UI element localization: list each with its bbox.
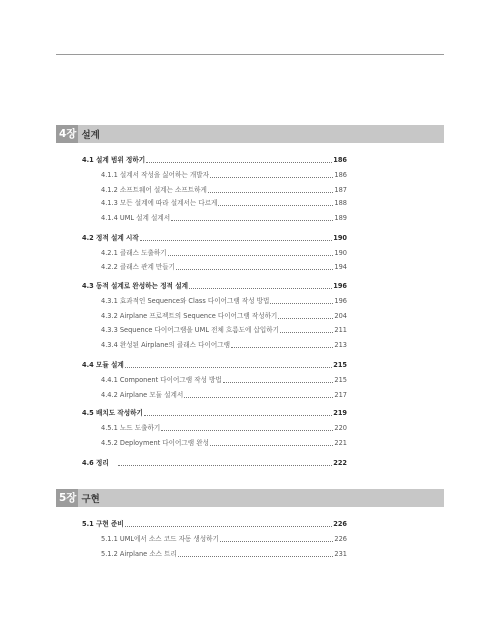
toc-entry-page: 217 bbox=[334, 391, 347, 399]
toc-entry-subsection[interactable] bbox=[101, 422, 347, 434]
toc-entry-subsection[interactable] bbox=[101, 295, 347, 307]
toc-entry-subsection[interactable] bbox=[101, 374, 347, 386]
toc-entry-section[interactable] bbox=[82, 232, 347, 244]
toc-entry-title: 4.4.1 Component 다이어그램 작성 방법 bbox=[101, 376, 222, 384]
toc-entry-section[interactable] bbox=[82, 359, 347, 371]
dot-leader bbox=[231, 347, 333, 348]
toc-entry-title: 4.1.2 소프트웨어 설계는 소프트하게 bbox=[101, 186, 207, 194]
toc-entry-page: 213 bbox=[334, 341, 347, 349]
toc-entry-page: 220 bbox=[334, 424, 347, 432]
toc-entry-subsection[interactable] bbox=[101, 247, 347, 259]
toc-entry-subsection[interactable] bbox=[101, 389, 347, 401]
toc-entry-section[interactable] bbox=[82, 518, 347, 530]
toc-entry-page: 226 bbox=[333, 520, 347, 528]
toc-entry-subsection[interactable] bbox=[101, 184, 347, 196]
toc-entry-title: 4.3.3 Sequence 다이어그램을 UML 전체 흐름도에 삽입하기 bbox=[101, 326, 279, 334]
dot-leader bbox=[168, 255, 334, 256]
toc-entry-page: 231 bbox=[334, 550, 347, 558]
chapter-number: 4장 bbox=[56, 125, 78, 143]
toc-entry-page: 222 bbox=[333, 459, 347, 467]
toc-entry-subsection[interactable] bbox=[101, 339, 347, 351]
toc-entry-title: 5.1.1 UML에서 소스 코드 자동 생성하기 bbox=[101, 535, 219, 543]
toc-entry-title: 4.4 모듈 설계 bbox=[82, 361, 124, 369]
toc-entry-page: 215 bbox=[334, 376, 347, 384]
toc-entry-title: 4.3.2 Airplane 프로젝트의 Sequence 다이어그램 작성하기 bbox=[101, 312, 278, 320]
toc-entry-page: 196 bbox=[333, 282, 347, 290]
dot-leader bbox=[118, 465, 333, 466]
toc-entry-title: 4.5.2 Deployment 다이어그램 완성 bbox=[101, 439, 209, 447]
dot-leader bbox=[146, 162, 332, 163]
dot-leader bbox=[210, 177, 333, 178]
toc-entry-page: 194 bbox=[334, 263, 347, 271]
dot-leader bbox=[171, 220, 333, 221]
toc-entry-title: 4.3.1 효과적인 Sequence와 Class 다이어그램 작성 방법 bbox=[101, 297, 270, 305]
toc-entry-page: 204 bbox=[334, 312, 347, 320]
toc-entry-title: 4.5 배치도 작성하기 bbox=[82, 409, 143, 417]
toc-entry-page: 188 bbox=[334, 199, 347, 207]
dot-leader bbox=[176, 269, 333, 270]
toc-entry-page: 196 bbox=[334, 297, 347, 305]
dot-leader bbox=[218, 205, 333, 206]
dot-leader bbox=[278, 318, 333, 319]
toc-entry-title: 4.1.1 설계서 작성을 싫어하는 개발자 bbox=[101, 171, 209, 179]
toc-entry-title: 4.2.2 클래스 관계 만들기 bbox=[101, 263, 176, 271]
chapter-header-4 bbox=[56, 125, 444, 143]
chapter-title: 설계 bbox=[81, 130, 100, 141]
toc-entry-page: 221 bbox=[334, 439, 347, 447]
toc-entry-page: 190 bbox=[333, 234, 347, 242]
toc-entry-section[interactable] bbox=[82, 407, 347, 419]
toc-entry-subsection[interactable] bbox=[101, 212, 347, 224]
toc-entry-title: 4.6 정리 bbox=[82, 459, 109, 467]
dot-leader bbox=[144, 415, 332, 416]
toc-entry-page: 186 bbox=[333, 156, 347, 164]
dot-leader bbox=[223, 382, 334, 383]
toc-entry-title: 5.1 구현 준비 bbox=[82, 520, 124, 528]
toc-entry-page: 215 bbox=[333, 361, 347, 369]
dot-leader bbox=[125, 367, 332, 368]
toc-entry-page: 189 bbox=[334, 214, 347, 222]
toc-entry-section[interactable] bbox=[82, 457, 347, 469]
chapter-number: 5장 bbox=[56, 489, 78, 507]
dot-leader bbox=[184, 397, 333, 398]
dot-leader bbox=[178, 556, 334, 557]
dot-leader bbox=[280, 332, 333, 333]
toc-entry-page: 190 bbox=[334, 249, 347, 257]
toc-entry-title: 4.4.2 Airplane 모듈 설계서 bbox=[101, 391, 184, 399]
chapter-header-5 bbox=[56, 489, 444, 507]
chapter-title: 구현 bbox=[81, 494, 100, 505]
toc-entry-page: 211 bbox=[334, 326, 347, 334]
toc-entry-title: 4.2.1 클래스 도출하기 bbox=[101, 249, 167, 257]
dot-leader bbox=[140, 240, 332, 241]
toc-entry-title: 4.1.4 UML 설계 설계서 bbox=[101, 214, 171, 222]
toc-entry-page: 187 bbox=[334, 186, 347, 194]
dot-leader bbox=[208, 192, 334, 193]
dot-leader bbox=[125, 526, 332, 527]
toc-entry-subsection[interactable] bbox=[101, 197, 347, 209]
toc-entry-title: 4.3 동적 설계로 완성하는 정적 설계 bbox=[82, 282, 188, 290]
toc-entry-title: 4.1 설계 범위 정하기 bbox=[82, 156, 146, 164]
toc-entry-subsection[interactable] bbox=[101, 548, 347, 560]
toc-entry-page: 219 bbox=[333, 409, 347, 417]
toc-entry-subsection[interactable] bbox=[101, 324, 347, 336]
toc-entry-page: 226 bbox=[334, 535, 347, 543]
top-rule bbox=[56, 54, 444, 55]
dot-leader bbox=[210, 445, 333, 446]
toc-entry-title: 4.3.4 완성된 Airplane의 클래스 다이어그램 bbox=[101, 341, 230, 349]
toc-entry-subsection[interactable] bbox=[101, 437, 347, 449]
toc-entry-subsection[interactable] bbox=[101, 533, 347, 545]
toc-entry-page: 186 bbox=[334, 171, 347, 179]
toc-entry-title: 4.1.3 모든 설계에 따라 설계서는 다르게 bbox=[101, 199, 218, 207]
toc-entry-title: 4.5.1 노드 도출하기 bbox=[101, 424, 161, 432]
toc-entry-subsection[interactable] bbox=[101, 169, 347, 181]
dot-leader bbox=[161, 430, 333, 431]
toc-entry-subsection[interactable] bbox=[101, 261, 347, 273]
toc-entry-section[interactable] bbox=[82, 280, 347, 292]
toc-entry-title: 4.2 정적 설계 시작 bbox=[82, 234, 139, 242]
toc-entry-subsection[interactable] bbox=[101, 310, 347, 322]
dot-leader bbox=[189, 288, 332, 289]
toc-entry-section[interactable] bbox=[82, 154, 347, 166]
dot-leader bbox=[270, 303, 333, 304]
toc-entry-title: 5.1.2 Airplane 소스 트리 bbox=[101, 550, 177, 558]
dot-leader bbox=[220, 541, 334, 542]
